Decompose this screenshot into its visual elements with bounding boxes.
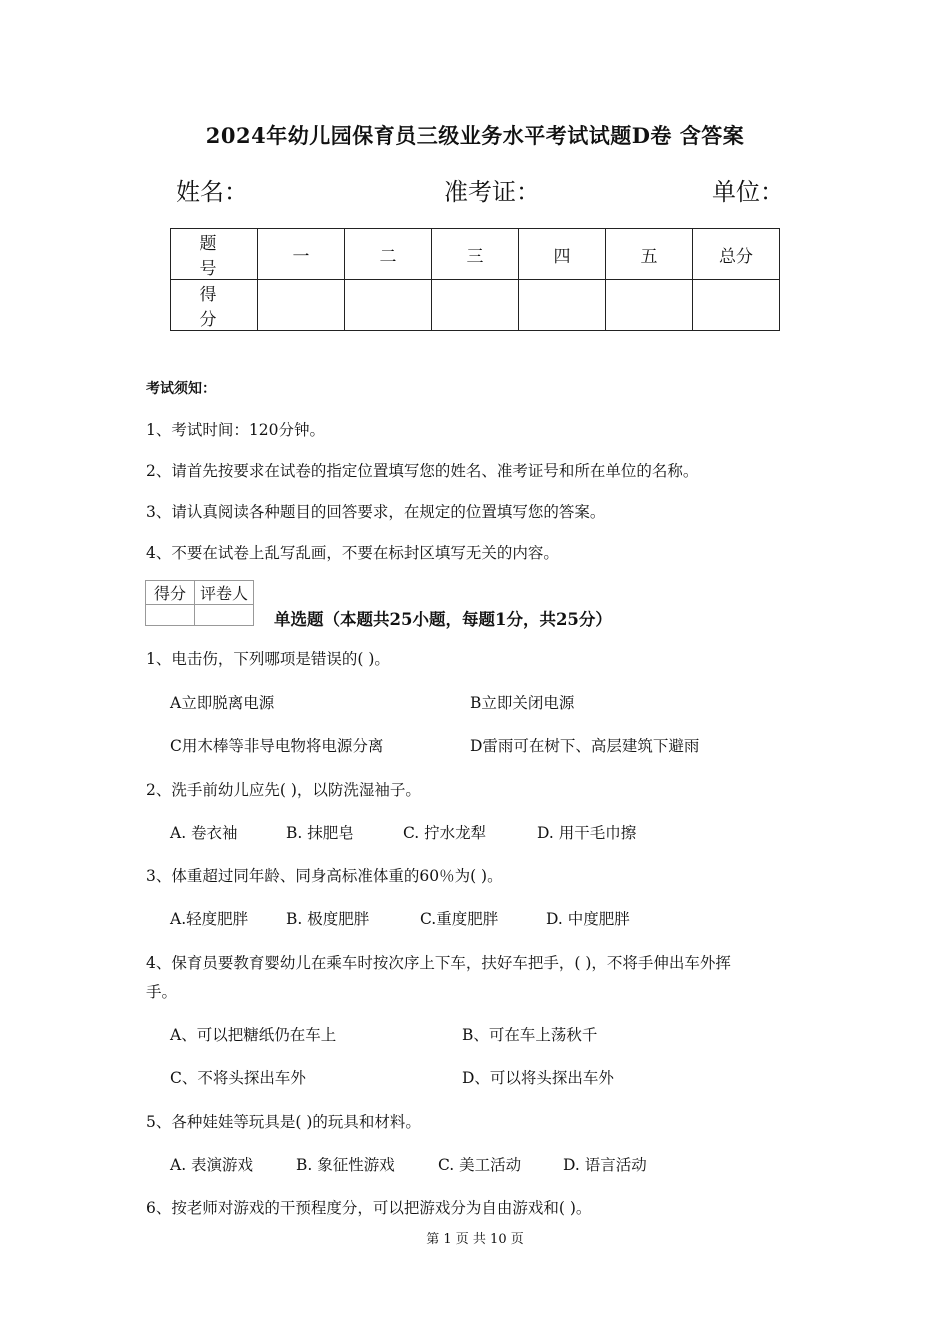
score-cell-total[interactable]: [693, 280, 780, 331]
note-item: 3、请认真阅读各种题目的回答要求，在规定的位置填写您的答案。: [146, 503, 606, 521]
exam-id-field-label: 准考证：: [444, 178, 540, 206]
question-stem: 1、电击伤，下列哪项是错误的( )。: [146, 650, 390, 668]
question-stem: 3、体重超过同年龄、同身高标准体重的60％为( )。: [146, 867, 503, 885]
grader-score-label: 得分: [146, 581, 195, 605]
score-table-col-3: 三: [432, 229, 519, 280]
question-stem: 4、保育员要教育婴幼儿在乘车时按次序上下车，扶好车把手，( )，不将手伸出车外挥: [146, 954, 731, 972]
page-footer: 第 1 页 共 10 页: [426, 1232, 524, 1247]
grader-reviewer-cell[interactable]: [195, 605, 254, 626]
note-item: 1、考试时间：120分钟。: [146, 421, 325, 439]
score-table-score-row: [171, 280, 780, 331]
score-table-col-5: 五: [606, 229, 693, 280]
option-a: A. 卷衣袖: [170, 824, 238, 842]
option-a: A.轻度肥胖: [170, 910, 249, 928]
option-d: D雷雨可在树下、高层建筑下避雨: [470, 737, 700, 755]
option-b: B. 极度肥胖: [286, 910, 370, 928]
document-title: 2024年幼儿园保育员三级业务水平考试试题D卷 含答案: [205, 123, 745, 148]
score-cell-5[interactable]: [606, 280, 693, 331]
option-b: B. 象征性游戏: [296, 1156, 395, 1174]
option-d: D. 用干毛巾擦: [537, 824, 637, 842]
name-field-label: 姓名：: [176, 178, 248, 206]
option-c: C. 美工活动: [438, 1156, 522, 1174]
score-table: [170, 228, 780, 331]
grader-score-cell[interactable]: [146, 605, 195, 626]
score-table-header-label: 题 号: [171, 229, 258, 280]
score-table-col-2: 二: [345, 229, 432, 280]
unit-field-label: 单位：: [712, 178, 784, 206]
option-d: D. 中度肥胖: [546, 910, 630, 928]
score-table-score-label: 得 分: [171, 280, 258, 331]
question-stem-continued: 手。: [146, 983, 178, 1001]
grader-box: [145, 580, 254, 626]
question-stem: 5、各种娃娃等玩具是( )的玩具和材料。: [146, 1113, 421, 1131]
score-cell-4[interactable]: [519, 280, 606, 331]
section-title: 单选题（本题共25小题，每题1分，共25分）: [274, 610, 612, 629]
option-d: D、可以将头探出车外: [462, 1069, 614, 1087]
option-d: D. 语言活动: [563, 1156, 647, 1174]
score-table-col-1: 一: [258, 229, 345, 280]
option-b: B、可在车上荡秋千: [462, 1026, 598, 1044]
note-item: 2、请首先按要求在试卷的指定位置填写您的姓名、准考证号和所在单位的名称。: [146, 462, 699, 480]
option-a: A. 表演游戏: [170, 1156, 254, 1174]
option-c: C用木棒等非导电物将电源分离: [170, 737, 384, 755]
question-stem: 6、按老师对游戏的干预程度分，可以把游戏分为自由游戏和( )。: [146, 1199, 592, 1217]
option-c: C.重度肥胖: [420, 910, 499, 928]
score-table-col-total: 总分: [693, 229, 780, 280]
option-b: B立即关闭电源: [470, 694, 575, 712]
option-a: A立即脱离电源: [170, 694, 275, 712]
score-table-col-4: 四: [519, 229, 606, 280]
note-item: 4、不要在试卷上乱写乱画，不要在标封区填写无关的内容。: [146, 544, 559, 562]
option-b: B. 抹肥皂: [286, 824, 354, 842]
score-cell-1[interactable]: [258, 280, 345, 331]
option-c: C、不将头探出车外: [170, 1069, 306, 1087]
option-a: A、可以把糖纸仍在车上: [170, 1026, 337, 1044]
score-table-header-row: [171, 229, 780, 280]
notes-title: 考试须知：: [146, 381, 216, 397]
score-cell-3[interactable]: [432, 280, 519, 331]
score-cell-2[interactable]: [345, 280, 432, 331]
grader-reviewer-label: 评卷人: [195, 581, 254, 605]
option-c: C. 拧水龙犁: [403, 824, 487, 842]
question-stem: 2、洗手前幼儿应先( )，以防洗湿袖子。: [146, 781, 421, 799]
